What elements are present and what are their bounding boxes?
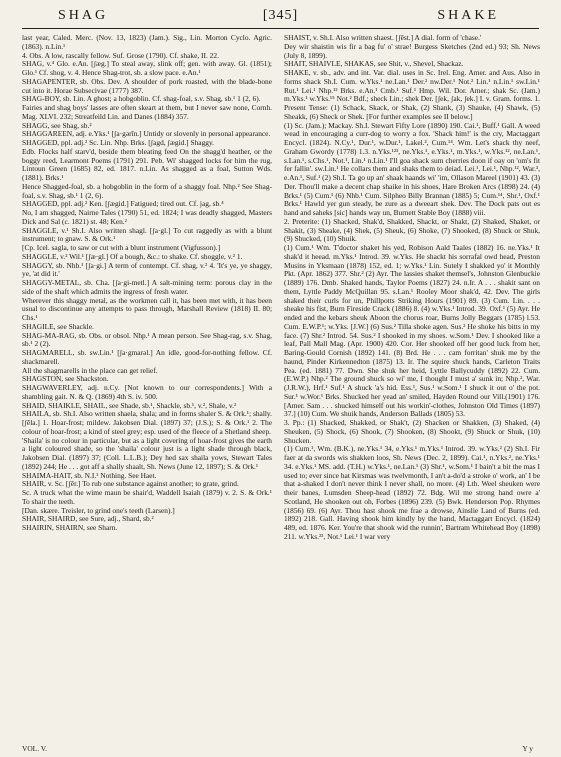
right-column-entry: SHAIT, SHAIVLE, SHAKAS, see Shit, v., Shevel, Shackaz. — [284, 59, 464, 69]
left-column-entry: SHAG-BOY, sb. Lin. A ghost; a hobgoblin. Cf. shag-foal, s.v. Shag, sb.¹ 1 (2, 6). — [22, 94, 261, 104]
left-column-entry: SHAGGY, sb. Nhb.¹ [ʃa·gi.] A term of contempt. Cf. shag, v.² 4. 'It's ye, ye shaggy, ye, 'at did it.' — [22, 260, 272, 279]
left-column-entry: SHAGILE, see Shackle. — [22, 321, 94, 331]
right-column-entry: SHAKE, v. sb., adv. and int. Var. dial. uses in Sc. Irel. Eng. Amer. and Aus. Also in forms shack Sh.I. Cum. w.Yks.¹ ne.Lan.¹ Der.² nw.Der.¹ Not.² Lin.¹ n.Lin.¹ sw.Lin.¹ Rut.¹ Lei.¹ Nhp.¹² Brks. e.An.¹ Cmb.¹ Suf.¹ Hmp. Wil. Dor. Amer.; shak Sc. (Jam.) m.Yks.¹ w.Yks.¹⁵ Not.² Bdf.; sheck Lin.; shek Der. [ʃek, ʃak, ʃek.] I. v. Gram. forms. 1. Present Tense: (1) Schack, Skack, or Shak, (2) Shank, (3) Shauke, (4) Shawk, (5) Sheakk, (6) Sheck or Shek. [For further examples see II below.] — [284, 68, 540, 121]
left-column-entry: 4. Obs. A low, rascally fellow. Suf. Grose (1790). Cf. shake, II. 22. — [22, 50, 219, 60]
left-column-entry: SHAGGLE, v.² Wil.¹ [ʃæ·gl.] Of a bough, &c.: to shake. Cf. shoggle, v.² 1. — [22, 251, 243, 261]
left-column-entry: SHAGGY-METAL, sb. Cha. [ʃa·gi-metl.] A salt-mining term: porous clay in the side of the shaft which admits the ingress of fresh water. — [22, 278, 272, 296]
left-column-entry: SHAGGAREEN, adj. e.Yks.¹ [ʃa·gərīn.] Untidy or slovenly in personal appearance. — [22, 129, 271, 139]
right-column-entry: SHAIST, v. Sh.I. Also written shaest. [ʃēst.] A dial. form of 'chase.' — [284, 34, 482, 42]
left-column-entry: SHAIR, v. Sc. [ʃēr.] To rub one substance against another; to grate, grind. — [22, 479, 239, 489]
running-header — [22, 8, 539, 30]
left-column-entry: SHAGGED, ppl. adj.² Sc. Lin. Nhp. Brks. [ʃagd, ʃægid.] Shaggy. — [22, 138, 215, 147]
left-column-entry: SHAGGLE, v.¹ Sh.I. Also written shagl. [ʃa·gl.] To cut raggedly as with a blunt instrument; to gnaw. S. & Ork.¹ — [22, 225, 272, 244]
header-rule — [22, 28, 539, 29]
left-column-entry: SHAIRIN, SHAIRN, see Sharn. — [22, 523, 118, 532]
left-column-entry: SHAID, SHAIKLE, SHAIL, see Shade, sb.¹, Shackle, sb.¹, v.², Shale, v.² — [22, 400, 237, 410]
right-column-entry: 3. Pp.: (1) Shacked, Shakked, or Shak't, (2) Shacken or Shakken, (3) Shaked, (4) Sheuken, (5) Shock, (6) Shook, (7) Shooken, (8) Shookt, (9) Shuck or Shuk, (10) Shucken. — [284, 418, 540, 445]
left-column-entry: SHAG, v.⁴ Glo. e.An. [ʃæg.] To steal away, slink off; gen. with away. Gl. (1851); Glo.¹ Cf. shog, v. 4. Hence Shag-trot, sb. a slow pace. e.An.¹ — [22, 59, 272, 77]
left-column — [22, 34, 272, 743]
right-column-entry: (1) Sc. (Jam.); Mackay. Sh.I. Stewart Fifty Lore (1890) 190. Cai.¹, Buff.¹ Gall. A weed wead in encouraging a curr-dog to worry a fox. 'Shack him!' is the cry, Mactaggart Encycl. (1824). N.Cy.¹, Dur.¹, w.Dur.¹, Lakel.², Cum.¹⁴. Wm. Let's shack thy neef, Graham Gwordy (1778) 1.3. n.Yks.¹²³, ne.Yks.¹, e.Yks.¹, m.Yks.¹, w.Yks.¹², ne.Lan.¹, s.Lan.¹, s.Chs.¹, Not.¹, Lin.¹ n.Lin.¹ I'll goa shack sum cherries doon if oay on 'om's fit fer fallin'. sw.Lin.¹ He collars them and shaks them to deiad. Lei.¹, Lei.¹, Nhp.¹², War.³, e.An.¹, Suf.¹ (2) Sh.I. Ta go up an' shaak haands wi' 'im, Ollason Mareel (1901) 43. (3) Der. Thou'll make a decent chap shaike in his shoes, Hare Broken Arcs (1898) 24. (4) Brks.¹ (5) Cum.¹ (6) Nhb.¹ Cum. Silpheo Billy Brannan (1885) 5; Cum.¹⁴, Shr.¹, Oxf.¹ Brks.¹ Hawld yer gun steady, be zure as a dweeart shek. Dev. The Dock pats out es hand and saheks [sic] hands way un, Burnett Stable Boy (1888) viii. — [284, 120, 540, 217]
gathering-signature: Y y — [522, 744, 533, 753]
left-column-entry: [Dan. skære. Treisler, to grind one's teeth (Larsen).] — [22, 505, 175, 515]
left-column-entry: SHAIR, SHAIRD, see Sure, adj., Shard, sb.² — [22, 514, 154, 524]
left-column-entry: 'Shaila' is no colour in particular, but as a light covering of hoar-frost gives the earth a light coloured shade, so the 'shaila' colour just is a light shade through black, Jakobsen Dial. (1897) 37; (Coll. L.L.B.); Dey hed sax shaila yows, Stewart Tales (1892) 244; He . . . got aff a shally shaalt, Sh. News (June 12, 1897); S. & Ork.¹ — [22, 435, 272, 471]
header-right-word: SHAKE — [437, 8, 499, 23]
left-column-entry: SHAGMARELL, sb. sw.Lin.¹ [ʃa·gmarəl.] An idle, good-for-nothing fellow. Cf. shackmarell. — [22, 348, 272, 366]
left-column-entry: SHAGSTON, see Shackston. — [22, 374, 109, 384]
header-left-word: SHAG — [58, 8, 109, 23]
left-column-entry: last year, Caled. Merc. (Nov. 13, 1823) (Jam.). Sig., Lin. Morton Cyclo. Agric. (1863). n.Lin.¹ — [22, 34, 272, 51]
left-column-entry: SHAIMA-HAIT, sb. N.I.¹ Nothing. See Haet. — [22, 470, 157, 480]
left-column-entry: SHAG-MA-RAG, sb. Obs. or obsol. Nhp.¹ A mean person. See Shag-rag, s.v. Shag, sb.¹ 2 (2). — [22, 330, 272, 349]
left-column-entry: Edb. Flocks half starv'd, beside them bleating feed On the shagg'd heather, or the boggy reed, Learmont Poems (1791) 291. Peb. Wi' shagged locks for him the rug, Lintoun Green (1685) 82, ed. 1817. n.Lin. As shagged as a foal, Sutton Wds. (1881). Brks.¹ — [22, 146, 272, 182]
left-column-entry: No, I am shagged, Nairne Tales (1790) 51, ed. 1824; I was deadly shagged, Masters Dick and Sal (c. 1821) st. 48; Ken.² — [22, 208, 272, 226]
left-column-entry: Sc. A truck what the wime maun be shair'd, Waddell Isaiah (1879) v. 2. S. & Ork.¹ To shair the teeth. — [22, 488, 272, 506]
right-column — [284, 34, 540, 743]
right-column-entry: Dey wir shaistin wis fir a bag fu' o' strae! Burgess Sketches (2nd ed.) 93; Sh. News (July 8, 1899). — [284, 41, 540, 60]
page-number: [345] — [262, 8, 299, 23]
left-column-entry: SHAILA, sb. Sh.I. Also written shaela, shala; and in forms shaler S. & Ork.¹; shally. [ʃēla.] 1. Hoar-frost; mildew. Jakobsen Dial. (1897) 37; (J.S.); S. & Ork.¹ 2. The colour of hoar-frost; a kind of steel grey; esp. used of the fleece of a Shetland sheep. — [22, 409, 272, 436]
right-column-entry: 2. Preterite: (1) Shacked, Shak'd, Shakked, Shackt, or Shakt, (2) Shaked, Shaket, or Shakit, (3) Sheake, (4) Shek, (5) Sheuk, (6) Shoke, (7) Shooked, (8) Shuck or Shuk, (9) Shucked, (10) Shuik. — [284, 216, 540, 244]
left-column-entry: Hence Shagged-foal, sb. a hobgoblin in the form of a shaggy foal. Nhp.² See Shag-foal, s.v. Shag, sb.¹ 1 (2, 6). — [22, 181, 272, 200]
left-column-entry: Wherever this shaggy metal, as the workmen call it, has been met with, it has been usual to discontinue any attempts to pass through, Marshall Review (1818) II. 80; Chs.¹ — [22, 295, 272, 322]
volume-signature: VOL. V. — [22, 744, 47, 753]
left-column-entry: [Cp. Icel. sagla, to saw or cut with a blunt instrument (Vigfusson).] — [22, 243, 221, 252]
left-column-entry: Fairies and shag boys' lasses are often skeart at them, but I never saw none, Cornh. Mag. XLVI. 232; Streatfeild Lin. and Danes (1884) 357. — [22, 103, 272, 121]
right-column-entry: (1) Cum.¹ Wm. T'doctor shaket his yed, Robison Aald Taales (1882) 16. ne.Yks.¹ It shak'd it heead. m.Yks.¹ Introd. 39. w.Yks. He shackt his sorrafal owd head, Preston Musins in Yksmaan (1878) 152, ed. 1; w.Yks.¹ Lin. Sutely I shakked yo' it Monthly Pkt. (Apr. 1862) 377. Shr.² (2) Ayr. The lassies shaket themsel's, Johnston Glenbuckie (1889) 176. Dmb. Shaked hands, Taylor Poems (1827) 24. n.Ir. A . . . shakit sant on them, Lyttle Paddy McQuillan 95. s.Lan.¹ Rooley Moor shak'd, 42. Dev. The girls shaked their curls for un, Phillpotts Striking Hours (1901) 89. (3) Cum. Lin. . . . sheake his fist, Burn Fireside Crack (1886) 8. (4) w.Yks.¹ Introd. 39. Oxf.¹ (5) Ayr. He ended and the kebars sheuk Aboon the chorus roar, Burns Jolly Beggars (1785) l.53. Cum. E.W.P.¹; w.Yks. [J.W.] (6) Sus.² Tilla shoke agen. Sus.² He shoke his bitts in my face. (7) Shr.² Introd. 54. Sus.² I shooked in my shoes. w.Som.¹ Dev. I shooked like a leaf, Pall Mall Mag. (Apr. 1900) 420. Cor. Her shooked off her good luck from her, Baring-Gould Cornish (1892) 141. (8) Brd. He . . . cam forritan' shuk me by the haund, Pinder Kirkennedton (1875) 13. Ir. The squire shuck hands, Carleton Traits Pea. (ed. 1881) 77. Dwn. She shuk her heid, Lyttle Ballycuddy (1892) 22. Cum. (E.W.P.) Nhp.² The ground shuck so wi' me, I thought I must a' sunk in; Nhp.², War. (J.R.W.), Hrf.¹ Suf.¹ A shuck 'a's hid. Ess.¹, Sus.¹ w.Som.¹ I shuck it out o' the pot. Sur.¹ w.Wor.¹ Brks. Shucked her yead an' smiled, Hayden Round our Vill.(1901) 176. [Amer. Sam . . . shucked himself out his workin'-clothes, Johnston Old Times (1897) 37.] (10) Cum. We shuik hands, Anderson Ballads (1805) 53. — [284, 243, 540, 419]
right-column-entry: (1) Cum.¹, Wm. (B.K.), ne.Yks.¹ 34, e.Yks.¹ m.Yks.¹ Introd. 39. w.Yks.² (2) Sh.I. Fir faer at da swords wis shakken loos, Sh. News (Dec. 2, 1899). Cai.¹, n.Yks.², ne.Yks.¹ 34. e.Yks.¹ MS. add. (T.H.) w.Yks.¹, ne.Lan.¹ (3) Shr.¹, w.Som.¹ I bain't a bit the mas I used to; ever since hat Kirsmas was twelvmonth, I an't a-do'd a stroke o' work, an' I be that a-shaked I don't never think I never shall, no more. (4) Lth. Weel sheuken were their banes, Lumsden Sheep-head (1892) 72. Bdg. Wil me strong hand owre a' Scotland, He shooken out oh, Forbes (1896) 239. (5) Bwk. Henderson Pop. Rhymes (1856) 69. (6) Ayr. Thou hast shook me frae a drowse, Ainslie Land of Burns (ed. 1892) 218. Gall. Having shook him kindly by the hand, Mactaggart Encycl. (1824) 489, ed. 1876. Ker. You're that shook wid the runnin', Bartram Whitehead Boy (1898) 211. w.Yks.²³, Not.¹ Lei.¹ I war very — [284, 444, 540, 541]
left-column-entry: SHAGG, see Shag, sb.² — [22, 120, 92, 130]
left-column-entry: SHAGWAVERLEY, adj. n.Cy. [Not known to our correspondents.] With a shambling gait. N. & Q. (1869) 4th S. iv. 500. — [22, 383, 272, 401]
left-column-entry: SHAGGED, ppl. adj.² Ken. [ʃægid.] Fatigued; tired out. Cf. jag, sb.⁴ — [22, 199, 224, 209]
left-column-entry: All the shagmarells in the place can get relief. — [22, 365, 158, 375]
left-column-entry: SHAGAPENTER, sb. Obs. Dev. A shoulder of pork roasted, with the blade-bone cut into it. Horae Subsecivae (1777) 387. — [22, 76, 272, 95]
